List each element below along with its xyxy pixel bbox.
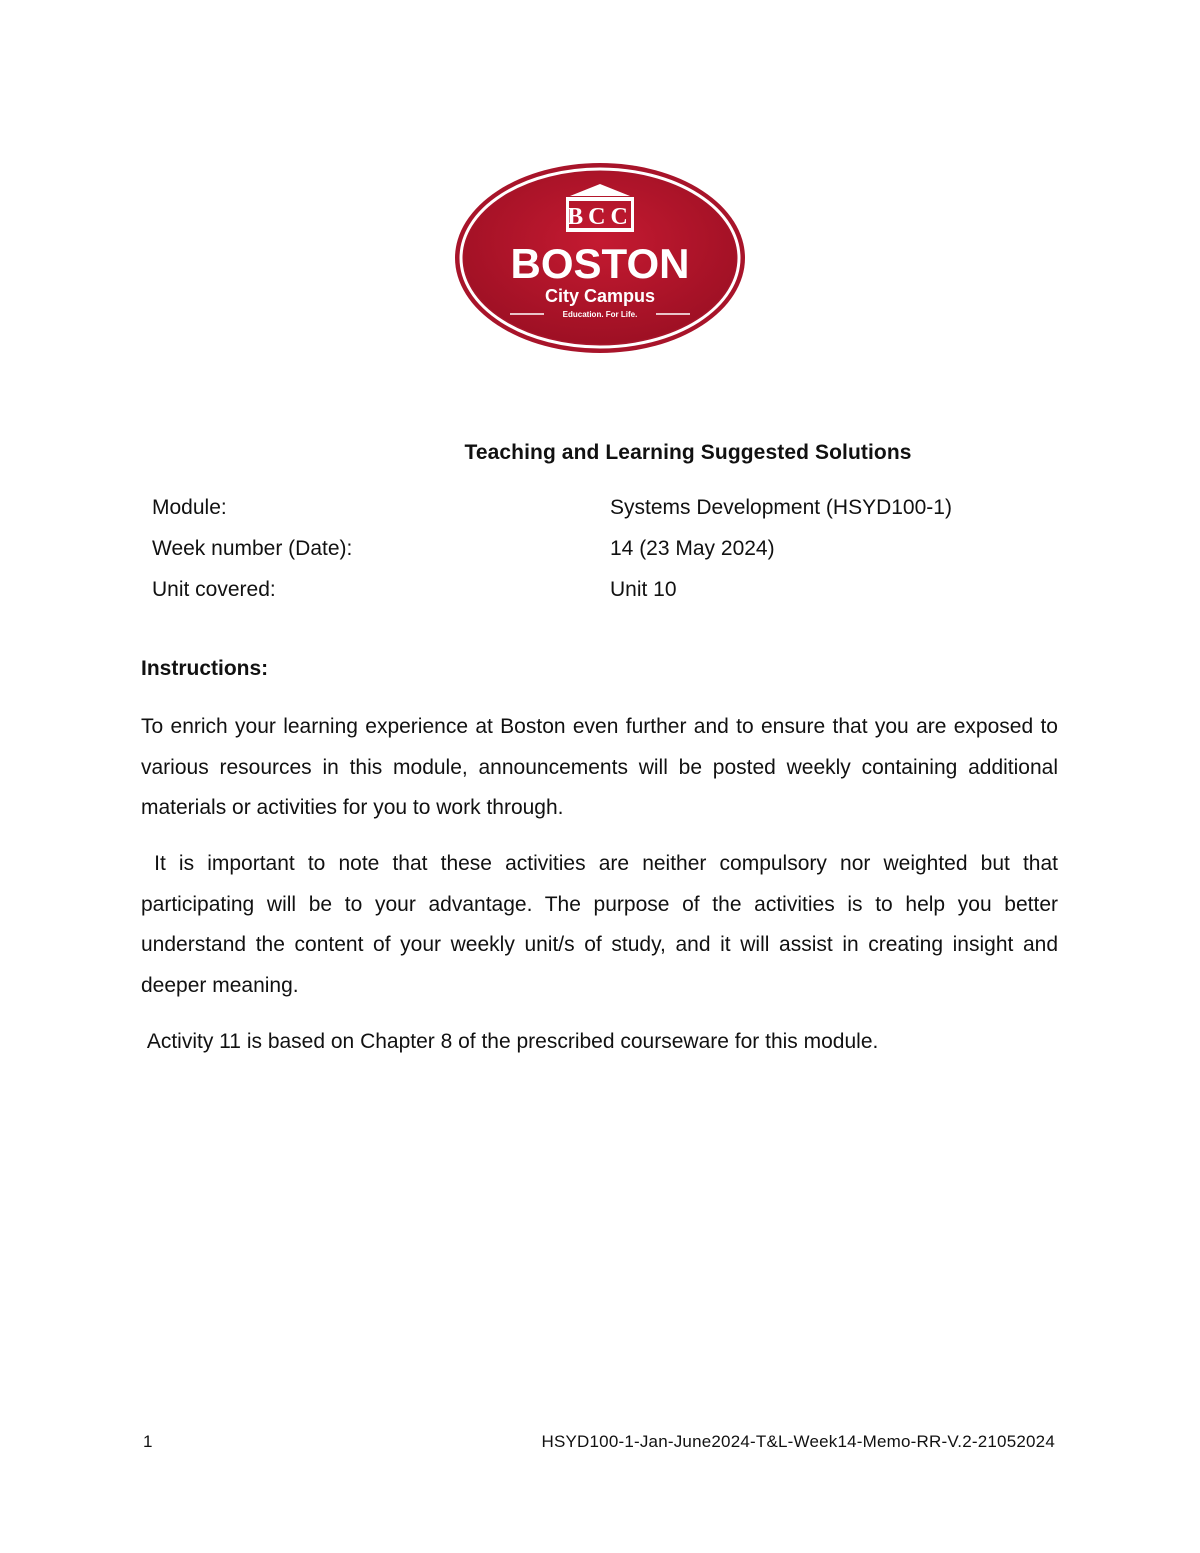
meta-label: Unit covered:: [152, 578, 276, 601]
paragraph-importance: It is important to note that these activities are neither compulsory nor weighted but that participating will be to your advantage. The purpose of the activities is to help you better understand the content of your weekly unit/s of study, and it will assist in creating insight and deeper meaning.: [141, 852, 1064, 997]
logo-name: BOSTON: [510, 240, 690, 287]
meta-row-module: [152, 496, 1052, 526]
logo-subname: City Campus: [544, 286, 656, 306]
boston-city-campus-logo: [452, 160, 748, 356]
paragraph-intro: To enrich your learning experience at Boston even further and to ensure that you are exposed to various resources in this module, announcements will be posted weekly containing additional materials or activities for you to work through.: [141, 715, 1064, 819]
instructions-heading: Instructions:: [141, 657, 269, 680]
meta-row-week: [152, 537, 1052, 567]
logo-tagline: Education. For Life.: [562, 310, 638, 319]
paragraph-activity: Activity 11 is based on Chapter 8 of the prescribed courseware for this module.: [141, 1030, 879, 1053]
meta-label: Week number (Date):: [152, 537, 353, 560]
meta-row-unit: [152, 578, 1052, 608]
meta-label: Module:: [152, 496, 227, 519]
document-title: Teaching and Learning Suggested Solutions: [464, 441, 912, 464]
meta-value: Systems Development (HSYD100-1): [610, 496, 952, 519]
logo-emblem: [452, 160, 748, 356]
footer-page-number: 1: [143, 1432, 153, 1451]
footer-reference: HSYD100-1-Jan-June2024-T&L-Week14-Memo-RR-V.2-21052024: [541, 1432, 1055, 1451]
meta-value: 14 (23 May 2024): [610, 537, 775, 560]
logo-initials: BCC: [567, 204, 633, 230]
meta-value: Unit 10: [610, 578, 677, 601]
